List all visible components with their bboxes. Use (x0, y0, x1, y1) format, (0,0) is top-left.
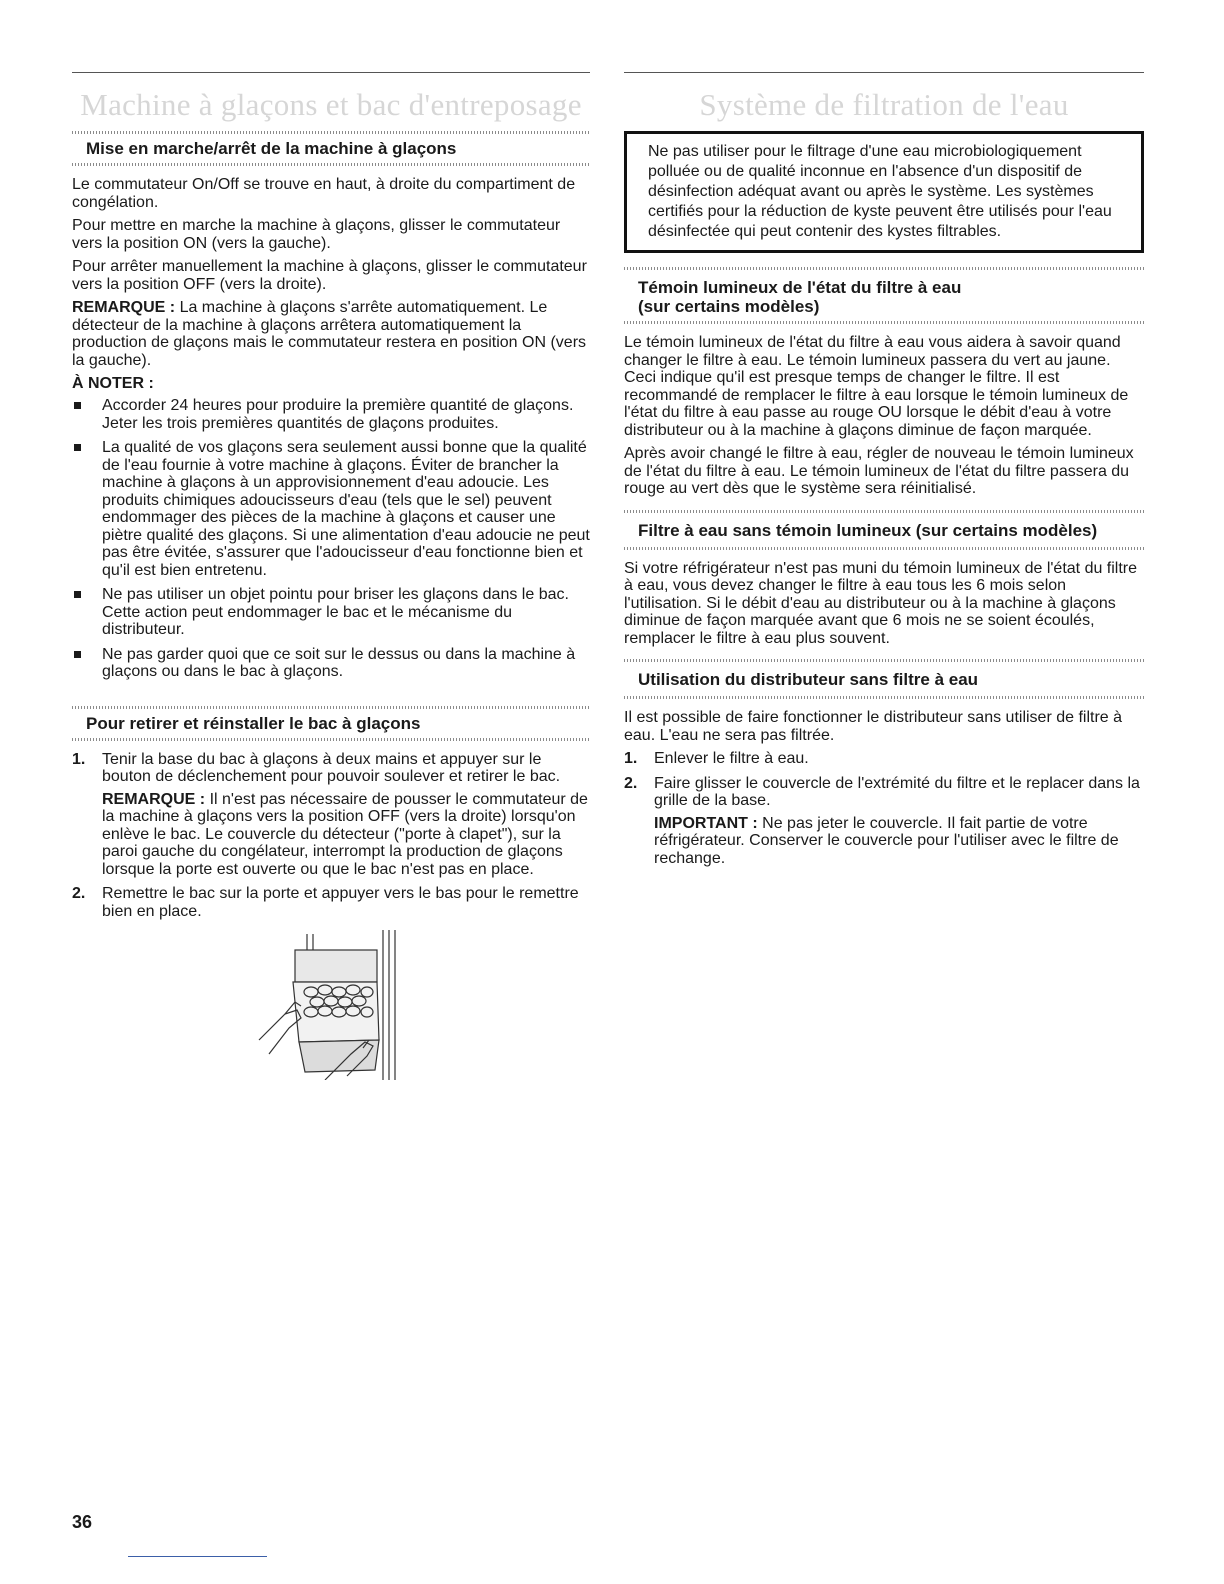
right-column (624, 72, 1144, 874)
bullet-list (72, 397, 590, 681)
page-number: 36 (72, 1512, 93, 1532)
subsection-heading: Filtre à eau sans témoin lumineux (sur certains modèles) (638, 520, 1098, 540)
remark-paragraph (102, 791, 590, 879)
paragraph: Pour arrêter manuellement la machine à glaçons, glisser le commutateur vers la position OFF (vers la droite). (72, 258, 587, 293)
step-number: 2. (72, 885, 86, 902)
step-number: 1. (72, 750, 86, 768)
list-item-text: Ne pas garder quoi que ce soit sur le dessus ou dans la machine à glaçons ou dans le bac à glaçons. (102, 645, 576, 680)
paragraph: Pour mettre en marche la machine à glaçons, glisser le commutateur vers la position ON (vers la gauche). (72, 217, 561, 252)
step-item (624, 775, 1144, 868)
remark-text: Il n'est pas nécessaire de pousser le commutateur de la machine à glaçons vers la position OFF (vers la droite) lorsqu'on enlève le bac. Le couvercle du détecteur ("porte à clapet"), sur la paroi gauche du congélateur, interrompt la production de glaçons lorsque la porte est ouverte ou que le bac n'est pas en place. (102, 790, 588, 878)
step-text: Remettre le bac sur la porte et appuyer vers le bas pour le remettre bien en place. (102, 885, 579, 920)
step-number: 1. (624, 750, 638, 767)
section-title: Système de filtration de l'eau (699, 87, 1069, 122)
hatch-divider (72, 131, 590, 134)
list-item (72, 586, 590, 639)
subsection-heading-line: Témoin lumineux de l'état du filtre à eau (638, 278, 962, 297)
paragraph: Après avoir changé le filtre à eau, régler de nouveau le témoin lumineux de l'état du filtre à eau. Le témoin lumineux de l'état du filtre passera du rouge au vert dès que le système sera réinitialisé. (624, 445, 1134, 497)
top-rule (72, 72, 590, 73)
subsection-heading: Utilisation du distributeur sans filtre à eau (638, 670, 979, 689)
top-rule (624, 72, 1144, 73)
paragraph: Il est possible de faire fonctionner le distributeur sans utiliser de filtre à eau. L'eau ne sera pas filtrée. (624, 709, 1123, 744)
list-item-text: La qualité de vos glaçons sera seulement aussi bonne que la qualité de l'eau fournie à votre machine à glaçons. Éviter de brancher la machine à glaçons à un approvisionnement d'eau adoucie. Les produits chimiques adoucisseurs d'eau (tels que le sel) peuvent endommager des pièces de la machine à glaçons et causer une piètre qualité des glaçons. Si une alimentation d'eau adoucie ne peut pas être évitée, s'assurer que l'adoucisseur d'eau fonctionne bien et qu'il est bien entretenu. (102, 439, 590, 579)
subsection-heading: Mise en marche/arrêt de la machine à glaçons (86, 139, 457, 158)
hatch-divider (624, 659, 1144, 662)
paragraph: Le commutateur On/Off se trouve en haut, à droite du compartiment de congélation. (72, 176, 576, 211)
step-item (624, 750, 1144, 768)
hatch-divider (72, 706, 590, 709)
list-item-text: Accorder 24 heures pour produire la première quantité de glaçons. Jeter les trois premières quantités de glaçons produites. (102, 397, 574, 432)
hatch-divider (624, 267, 1144, 270)
section-title: Machine à glaçons et bac d'entreposage (80, 87, 582, 122)
paragraph: Le témoin lumineux de l'état du filtre à eau vous aidera à savoir quand changer le filtre à eau. Le témoin lumineux passera du vert au jaune. Ceci indique qu'il est presque temps de changer le filtre. Il est recommandé de remplacer le filtre à eau lorsque le témoin lumineux de l'état du filtre à eau passe au rouge OU lorsque le débit d'eau à votre distributeur ou à la machine à glaçons diminue de façon marquée. (624, 334, 1129, 439)
square-bullet-icon (74, 444, 81, 451)
footer-rule (128, 1556, 267, 1557)
note-heading: À NOTER : (72, 375, 154, 392)
list-item (72, 439, 590, 579)
remark-label: REMARQUE : (102, 790, 206, 808)
step-number: 2. (624, 774, 638, 792)
square-bullet-icon (74, 651, 81, 658)
numbered-list (624, 750, 1144, 867)
hatch-divider (624, 510, 1144, 513)
ice-bin-illustration (255, 930, 405, 1080)
list-item (72, 397, 590, 432)
step-item (72, 885, 590, 920)
square-bullet-icon (74, 591, 81, 598)
step-text: Faire glisser le couvercle de l'extrémité du filtre et le replacer dans la grille de la base. (654, 774, 1140, 809)
remark-paragraph (72, 299, 590, 369)
paragraph: Si votre réfrigérateur n'est pas muni du témoin lumineux de l'état du filtre à eau, vous devez changer le filtre à eau tous les 6 mois selon l'utilisation. Si le débit d'eau au distributeur ou à la machine à glaçons diminue de façon marquée avant que 6 mois ne se soient écoulés, remplacer le filtre à eau plus souvent. (624, 559, 1138, 647)
step-text: Enlever le filtre à eau. (654, 750, 809, 767)
remark-label: REMARQUE : (72, 299, 176, 316)
important-text: Ne pas jeter le couvercle. Il fait partie de votre réfrigérateur. Conserver le couvercle pour l'utiliser avec le filtre de rechange. (654, 814, 1119, 867)
subsection-heading: Pour retirer et réinstaller le bac à glaçons (86, 713, 421, 733)
warning-box (624, 131, 1144, 253)
square-bullet-icon (74, 402, 81, 409)
remark-text: La machine à glaçons s'arrête automatiquement. Le détecteur de la machine à glaçons arrêtera automatiquement la production de glaçons mais le commutateur restera en position ON (vers la gauche). (72, 299, 587, 369)
subsection-heading (638, 278, 1144, 316)
numbered-list (72, 751, 590, 921)
step-text: Tenir la base du bac à glaçons à deux mains et appuyer sur le bouton de déclenchement pour pouvoir soulever et retirer le bac. (102, 750, 561, 785)
important-paragraph (654, 815, 1144, 868)
warning-text: Ne pas utiliser pour le filtrage d'une eau microbiologiquement polluée ou de qualité inconnue en l'absence d'un dispositif de désinfection adéquat avant ou après le système. Les systèmes certifiés pour la réduction de kyste peuvent être utilisés pour l'eau désinfectée qui peut contenir des kystes filtrables. (648, 143, 1112, 240)
important-label: IMPORTANT : (654, 814, 758, 832)
list-item-text: Ne pas utiliser un objet pointu pour briser les glaçons dans le bac. Cette action peut endommager le bac et le mécanisme du distributeur. (102, 586, 569, 638)
step-item (72, 751, 590, 879)
subsection-heading-line: (sur certains modèles) (638, 297, 820, 316)
left-column (72, 72, 590, 1080)
list-item (72, 646, 590, 681)
